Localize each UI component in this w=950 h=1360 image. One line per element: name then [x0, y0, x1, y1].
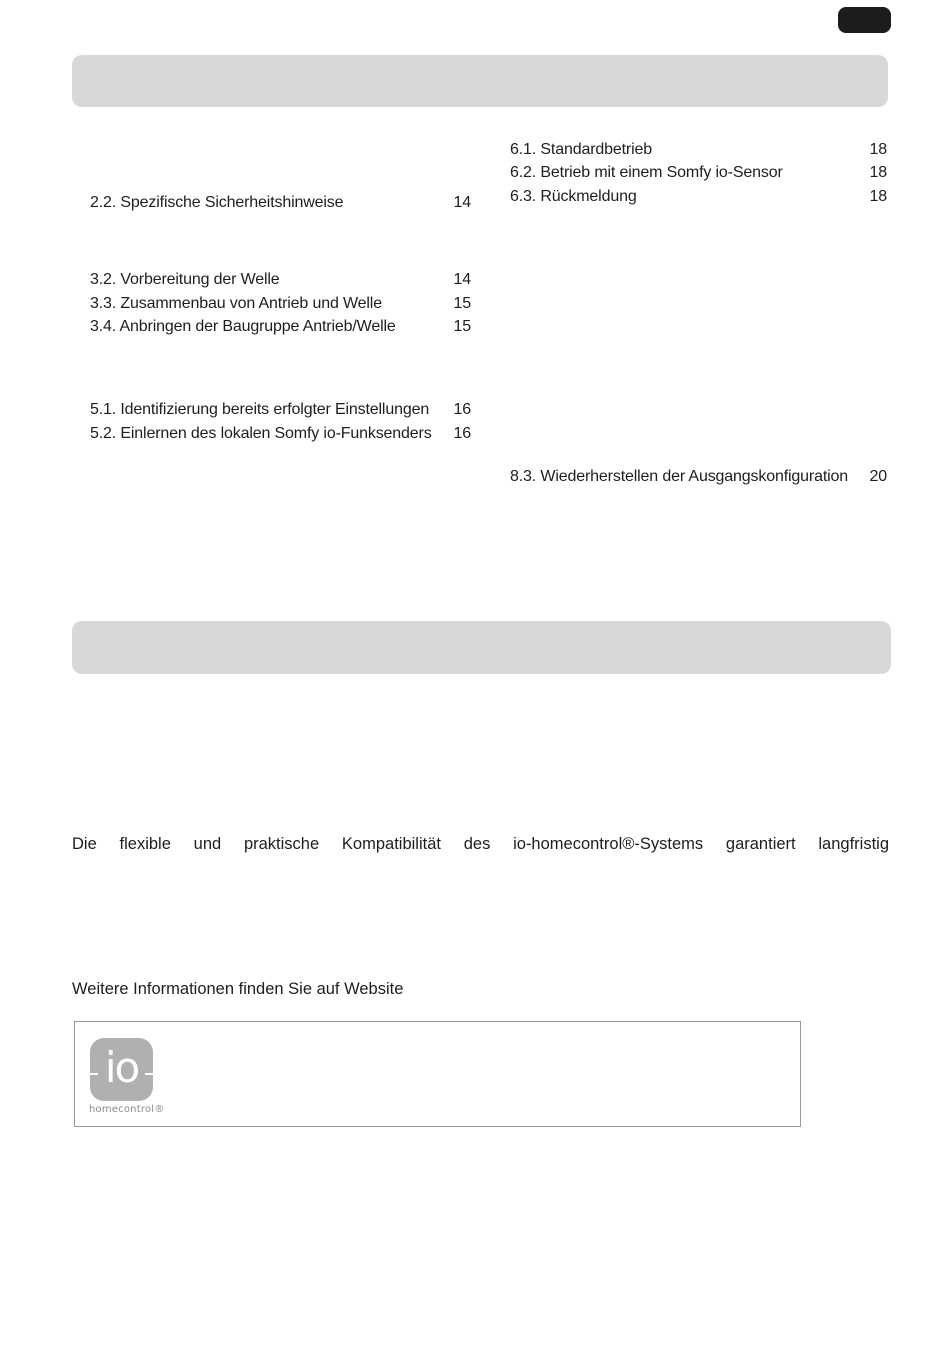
logo-caption: homecontrol®	[89, 1104, 165, 1115]
toc-entry-label: 8.3. Wiederherstellen der Ausgangskonfiguration	[510, 468, 849, 485]
toc-entry[interactable]	[90, 316, 471, 338]
toc-entry[interactable]	[510, 139, 887, 161]
io-homecontrol-logo-icon	[90, 1038, 153, 1101]
toc-entry-page: 18	[869, 164, 887, 181]
toc-entry-page: 20	[869, 468, 887, 485]
toc-entry[interactable]	[90, 192, 471, 214]
toc-entry[interactable]	[90, 269, 471, 291]
body-paragraph: Die flexible und praktische Kompatibilität des io-homecontrol®-Systems garantiert langfristig	[72, 835, 889, 853]
section-header-band-io	[72, 621, 891, 674]
toc-entry[interactable]	[90, 423, 471, 445]
toc-entry[interactable]	[90, 293, 471, 315]
toc-entry-label: 2.2. Spezifische Sicherheitshinweise	[90, 194, 344, 211]
toc-entry[interactable]	[510, 466, 887, 488]
language-tab	[838, 7, 891, 33]
section-header-band-toc	[72, 55, 888, 107]
toc-entry-page: 18	[869, 141, 887, 158]
toc-entry-label: 5.1. Identifizierung bereits erfolgter Einstellungen	[90, 401, 430, 418]
toc-entry-page: 15	[453, 295, 471, 312]
toc-entry-label: 3.2. Vorbereitung der Welle	[90, 271, 280, 288]
toc-entry-page: 16	[453, 425, 471, 442]
toc-entry[interactable]	[510, 162, 887, 184]
toc-entry-label: 3.4. Anbringen der Baugruppe Antrieb/Welle	[90, 318, 396, 335]
toc-entry-page: 14	[453, 194, 471, 211]
toc-entry-page: 14	[453, 271, 471, 288]
toc-entry-label: 3.3. Zusammenbau von Antrieb und Welle	[90, 295, 382, 312]
toc-entry-label: 6.3. Rückmeldung	[510, 188, 637, 205]
info-text: Weitere Informationen finden Sie auf Website	[72, 980, 404, 998]
toc-entry[interactable]	[90, 399, 471, 421]
toc-entry-label: 5.2. Einlernen des lokalen Somfy io-Funksenders	[90, 425, 432, 442]
toc-entry-page: 18	[869, 188, 887, 205]
logo-mark: io	[104, 1043, 139, 1092]
toc-entry-page: 16	[453, 401, 471, 418]
logo-box	[74, 1021, 801, 1127]
toc-entry-label: 6.1. Standardbetrieb	[510, 141, 652, 158]
toc-entry-label: 6.2. Betrieb mit einem Somfy io-Sensor	[510, 164, 783, 181]
toc-entry-page: 15	[453, 318, 471, 335]
toc-entry[interactable]	[510, 186, 887, 208]
